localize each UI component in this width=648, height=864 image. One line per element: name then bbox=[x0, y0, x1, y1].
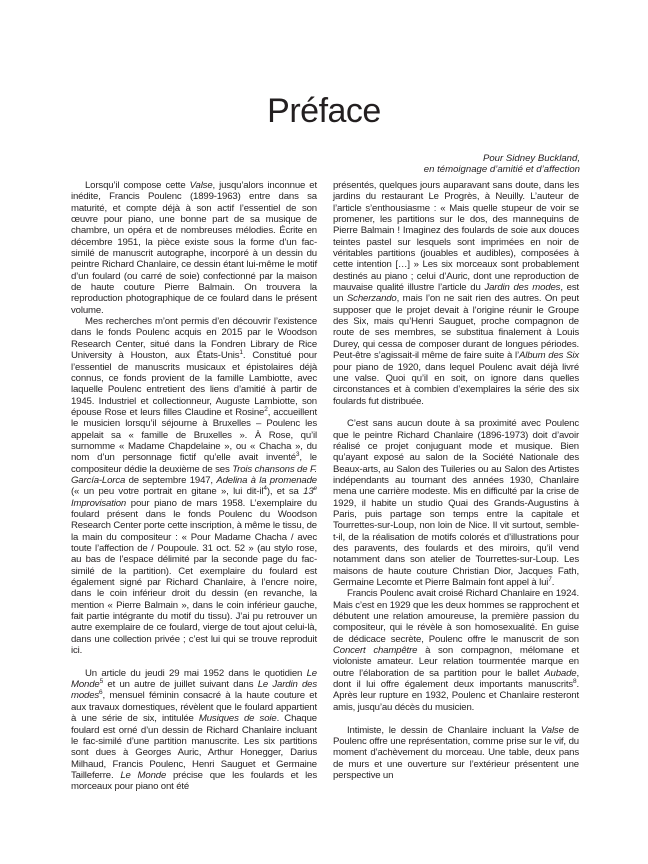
italic-text: Jardin des modes bbox=[484, 282, 561, 294]
text-run: , mensuel féminin consacré à la haute couture et aux travaux domestiques, révèlent que le foulard appartient à une série de six, intitulée bbox=[71, 690, 317, 725]
text-run: Mes recherches m’ont permis d’en découvrir l’existence dans le fonds Poulenc acquis en 2015 par le Woodson Research Center, situé dans la Fondren Library de Rice University à Houston, aux États-Unis bbox=[71, 316, 317, 362]
footnote-ref: 4 bbox=[263, 485, 267, 493]
paragraph bbox=[71, 316, 317, 656]
italic-text: 13 bbox=[303, 486, 314, 498]
text-run: Intimiste, le dessin de Chanlaire incluant la bbox=[347, 724, 541, 736]
italic-text: Aubade bbox=[544, 667, 577, 679]
text-run: Francis Poulenc avait croisé Richard Chanlaire en 1924. Mais c’est en 1929 que les deux hommes se rapprochent et débutent une relation amoureuse, la première passion du compositeur, qui le révèle à son homosexualité. En guise de dédicace secrète, Poulenc offre le manuscrit de son bbox=[333, 588, 579, 645]
text-run: (« un peu votre portrait en gitane », lui dit-il bbox=[71, 486, 264, 498]
paragraph bbox=[71, 180, 317, 316]
paragraph bbox=[333, 588, 579, 713]
paragraph bbox=[333, 725, 579, 782]
text-run: présentés, quelques jours auparavant sans doute, dans les jardins du restaurant Le Progrès, à Neuilly. L’auteur de l’article s’enthousiasme : « Mais quelle stupeur de voir se promener, les partitions sur le dos, des mannequins de Pierre Balmain ! Imaginez des foulards de soie aux douces teintes pastel sur lesquels sont imprimées en noir de véritables partitions (jouables et audibles), composées à cette intention […] » Les six morceaux sont probablement destinés au piano ; celui d’Auric, dont une reproduction de mauvaise qualité illustre l’article du bbox=[333, 180, 579, 294]
italic-text: Le Monde bbox=[120, 769, 167, 781]
text-run: , mais l’on ne sait rien des autres. On peut supposer que le projet devait à l’origine réunir le Groupe des Six, mais qu’Henri Sauguet, proche compagnon de route de ses membres, se substitua finalement à Louis Durey, qui cessa de composer durant de longues périodes. Peut-être s’agissait-il même de faire suite à l’ bbox=[333, 293, 579, 362]
text-run: , jusqu’alors inconnue et inédite, Francis Poulenc (1899-1963) entre dans sa maturité, et compte déjà à son actif l’essentiel de son œuvre pour piano, une bonne part de sa musique de chambre, un opéra et de nombreuses mélodies. Écrite en décembre 1951, la pièce existe sous la forme d’un fac-similé de manuscrit autographe, incorporé à un dessin du peintre Richard Chanlaire, ce dessin étant lui-même le motif d’un foulard (ou carré de soie) confectionné par la maison de haute couture Pierre Balmain. On trouvera la reproduction photographique de ce foulard dans le présent volume. bbox=[71, 180, 317, 316]
footnote-ref: 6 bbox=[99, 689, 103, 697]
italic-text: Trois chansons de F. García-Lorca bbox=[71, 463, 317, 486]
footnote-ref: 5 bbox=[99, 678, 104, 686]
text-run: précise que les foulards et les morceaux pour piano ont été bbox=[71, 769, 317, 793]
italic-text: Concert champêtre bbox=[333, 645, 418, 657]
footnote-ref: 7 bbox=[548, 576, 552, 584]
text-run: et un autre de juillet suivant dans bbox=[103, 679, 258, 691]
text-run: Un article du jeudi 29 mai 1952 dans le quotidien bbox=[85, 667, 307, 679]
text-run: de septembre 1947, bbox=[125, 474, 217, 486]
italic-text: Improvisation bbox=[71, 497, 127, 509]
footnote-ref: 2 bbox=[264, 405, 268, 413]
text-run: , dont il lui offre également deux importants manuscrits bbox=[333, 667, 579, 691]
footnote-ref: 3 bbox=[295, 451, 300, 459]
paragraph bbox=[333, 418, 579, 588]
text-run: ), et sa bbox=[266, 486, 304, 498]
text-run: C’est sans aucun doute à sa proximité avec Poulenc que le peintre Richard Chanlaire (1896-1973) doit d’avoir réalisé ce projet conjuguant mode et musique. Bien qu’ayant exposé au salon de la Société Nationale des Beaux-arts, au Salon des Tuileries ou au Salon des Artistes indépendants au tournant des années 1930, Chanlaire mena une carrière modeste. Mis en difficulté par la crise de 1929, il habite un studio Quai des Grands-Augustins à Paris, puis partage son temps entre la capitale et Tourrettes-sur-Loup, non loin de Nice. Il vit surtout, semble-t-il, de la réalisation de motifs colorés et d’illustrations pour des paravents, des foulards et des miroirs, qu’il vend notamment dans son atelier de Tourrettes-sur-Loup. Les maisons de haute couture Christian Dior, Jacques Fath, Germaine Lecomte et Pierre Balmain font appel à lui bbox=[333, 418, 579, 589]
dedication-line: en témoignage d’amitié et d’affection bbox=[423, 164, 580, 176]
text-run: . bbox=[551, 577, 555, 589]
paragraph bbox=[333, 180, 579, 407]
right-column bbox=[333, 180, 579, 781]
text-run: pour piano de 1920, dans lequel Poulenc avait déjà livré une valse. Quoi qu’il en soit, on ignore dans quelles circonstances et à combien d’exemplaires la série des six foulards fut distribuée. bbox=[333, 361, 579, 407]
text-run: . Chaque foulard est orné d’un dessin de Richard Chanlaire incluant le fac-similé d’une partition manuscrite. Les six partitions sont dues à Georges Auric, Arthur Honegger, Darius Milhaud, Francis Poulenc, Henri Sauguet et Germaine Tailleferre. bbox=[71, 713, 317, 781]
text-run: . Après leur rupture en 1932, Poulenc et Chanlaire resteront amis, jusqu’au décès du musicien. bbox=[333, 679, 579, 713]
italic-text: Musiques de soie bbox=[198, 713, 277, 725]
footnote-ref: e bbox=[313, 485, 318, 493]
text-run: de Poulenc offre une représentation, comme prise sur le vif, du moment d’achèvement du morceau. Une table, deux pans de murs et une ouverture sur l’extérieur présentent une perspective un bbox=[333, 724, 579, 781]
text-run: , accueillent le musicien lorsqu’il séjourne à Bruxelles – Poulenc les appelait sa « famille de Bruxelles ». À Rose, qu’il surnomme « Madame Chapdelaine », ou « Chacha », du nom d’un personnage fictif qu’elle avait inventé bbox=[71, 406, 317, 464]
dedication-line: Pour Sidney Buckland, bbox=[482, 153, 580, 164]
text-run: . Constitué pour l’essentiel de manuscrits musicaux et épistolaires déjà connus, ce fonds provient de la famille Lambiotte, avec laquelle Poulenc entretient des liens d’amitié à partir de 1945. Industriel et collectionneur, Auguste Lambiotte, son épouse Rose et leurs filles Claudine et Rosine bbox=[71, 350, 318, 418]
italic-text: Valse bbox=[540, 724, 564, 736]
italic-text: Scherzando bbox=[346, 293, 397, 305]
left-column bbox=[71, 180, 317, 793]
dedication bbox=[424, 153, 580, 176]
italic-text: Adelina à la promenade bbox=[216, 474, 317, 486]
footnote-ref: 1 bbox=[239, 349, 243, 357]
text-run: , le compositeur dédie la deuxième de ses bbox=[71, 452, 317, 475]
italic-text: Valse bbox=[189, 180, 213, 191]
paragraph bbox=[71, 668, 317, 793]
italic-text: Le Jardin des modes bbox=[71, 679, 317, 702]
footnote-ref: 8 bbox=[573, 678, 577, 686]
text-run: pour piano de mars 1958. L’exemplaire du foulard présent dans le fonds Poulenc du Woodson Research Center porte cette inscription, à même le tissu, de la main du compositeur : « Pour Madame Chacha / avec toute l’affection de / Poupoule. 31 oct. 52 » (au stylo rose, au bas de l’espace délimité par la seconde page du fac-similé de la partition). Cet exemplaire du foulard est également signé par Richard Chanlaire, à l’encre noire, dans le coin inférieur droit du dessin (en revanche, la mention « Pierre Balmain », dans le coin inférieur gauche, fait partie intégrante du motif du tissu). J’ai pu retrouver un autre exemplaire de ce foulard, vierge de tout ajout celui-là, dans une collection privée ; c’est lui qui se trouve reproduit ici. bbox=[71, 497, 317, 657]
text-run: , est un bbox=[333, 282, 579, 305]
text-run: Lorsqu’il compose cette bbox=[85, 180, 190, 191]
text-run: à son compagnon, mélomane et violoniste amateur. Leur relation tourmentée marque en outre l’élaboration de sa partition pour le ballet bbox=[333, 645, 579, 679]
page-title: Préface bbox=[267, 92, 381, 130]
italic-text: Le Monde bbox=[71, 667, 317, 691]
italic-text: Album des Six bbox=[518, 350, 580, 362]
